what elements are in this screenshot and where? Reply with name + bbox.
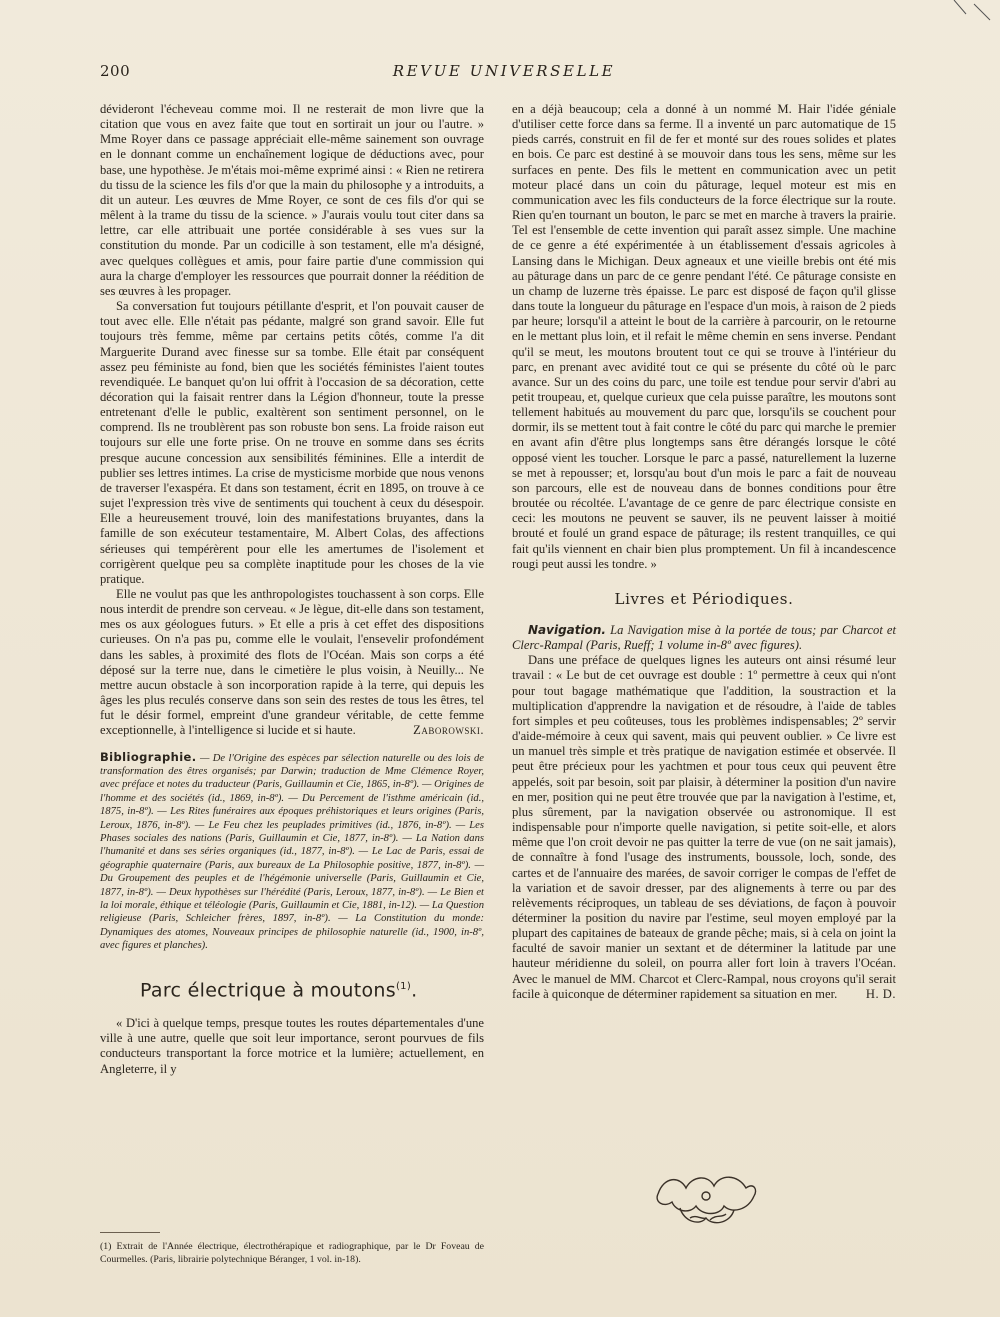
article-title: Parc électrique à moutons$^{(1)}$. [140, 978, 418, 1001]
review-heading: Navigation. [528, 623, 606, 637]
paragraph: dévideront l'écheveau comme moi. Il ne resterait de mon livre que la citation que vous en avez faite que tout en sortirait un jour ou l'autre. » Mme Royer dans ce passage appréciait elle-même sainement son ouvrage en le donnant comme un enchaînement logique de déductions avec, pour base, une hypothèse. Je m'étais moi-même exprimé ainsi : « Rien ne retirera du tissu de la science les fils d'or que la main du philosophe y a introduits, a dit un auteur. Les œuvres de Mme Royer, ce sont de ces fils d'or qui se mêlent à la trame du tissu de la science. » J'aurais voulu tout citer dans sa lettre, car elle attribuait une portée considérable à ses vues sur la constitution du monde. Par un codicille à son testament, elle m'a désigné, avec quelques collègues et amis, pour faire partie d'une commission qui aura la charge d'employer les ressources que pourrait donner la réédition de ses œuvres à les propager. [100, 102, 484, 298]
corner-mark-icon [952, 0, 992, 28]
journal-title: REVUE UNIVERSELLE [392, 62, 616, 80]
footnote-rule [100, 1232, 160, 1233]
left-column [100, 102, 484, 1077]
footnote-ref: (1) [395, 980, 412, 992]
paragraph: « D'ici à quelque temps, presque toutes les routes départementales d'une ville à une autre, quelle que soit leur importance, seront pourvues de fils conducteurs transportant la force motrice et la lumière; actuellement, en Angleterre, il y [100, 1016, 484, 1076]
paragraph-text: Dans une préface de quelques lignes les auteurs ont ainsi résumé leur travail : « Le but de cet ouvrage est double : 1º permettre à ceux qui n'ont pour tout bagage mathématique que l'addition, la soustraction et la multiplication d'apprendre la navigation et de résoudre, à l'aide de tables fort simples et peu coûteuses, tous les problèmes indispensables; 2º servir d'aide-mémoire à ceux qui savent, mais qui peuvent oublier. » Ce livre est un manuel très simple et très pratique de navigation estimée et observée. Il peut être précieux pour les yachtmen et pour tous ceux qui peuvent être appelés, soit par besoin, soit par plaisir, à déterminer la position d'un navire en mer, position qui ne peut être trouvée que par la navigation à l'estime, et, plus sûrement, par la navigation observée ou astronomique. Il est indispensable pour n'importe quelle navigation, si petite soit-elle, et alors même que l'on croit devoir ne pas quitter la terre de vue (on ne sait jamais), de connaître à fond l'usage des instruments, boussole, loch, sonde, des cartes et de l'annuaire des marées, de savoir corriger le compas de l'effet de la variation et de savoir dresser, par des alignements à terre ou par des relèvements réciproques, un tableau de ses déviations, de façon à pouvoir déterminer la position du navire par l'estime, seul moyen employé par la plupart des capitaines de bateaux de grande pêche; mais, si à cela on joint la faculté de savoir manier un sextant et de déterminer la latitude par une hauteur méridienne du soleil, on pourra aller fort loin à travers l'Océan. Avec le manuel de MM. Charcot et Clerc-Rampal, nous croyons qu'il serait facile à quiconque de déterminer rapidement sa situation en mer. [512, 653, 896, 1001]
section-title: Livres et Périodiques. [614, 589, 794, 608]
bibliography-heading: Bibliographie. [100, 749, 197, 764]
running-header [100, 62, 908, 84]
author-signature: H. D. [865, 986, 896, 1001]
paragraph [100, 587, 484, 739]
review-lead [512, 623, 896, 653]
review-citation: La Navigation mise à la portée de tous; par Charcot et Clerc-Rampal (Paris, Rueff; 1 volume in-8º avec figures). [512, 623, 896, 653]
paragraph: en a déjà beaucoup; cela a donné à un nommé M. Hair l'idée géniale d'utiliser cette force dans sa ferme. Il a inventé un parc automatique de 15 pieds carrés, construit en fil de fer et monté sur des roues solides et plates en bois. Ce parc est destiné à se mouvoir dans tous les sens, même sur les surfaces en pente. Des fils le mettent en communication avec un petit moteur placé dans un coin du pâturage, lequel moteur est mis en communication avec les fils conducteurs de la force électrique sur la route. Rien qu'en tournant un bouton, le parc se met en marche à travers la prairie. Tel est l'ensemble de cette invention qui paraît assez simple. Une machine de ce genre a été expérimentée à un établissement d'essais agricoles à Lansing dans le Michigan. Deux agneaux et une vieille brebis ont été mis au pâturage dans un parc de ce genre pendant l'été. Ce pâturage consiste en un champ de luzerne très épaisse. Le parc est disposé de façon qu'il glisse dans toute la longueur du pâturage en l'espace d'un mois, à raison de 2 pieds par heure; lorsqu'il a atteint le bout de la carrière à parcourir, on le retourne en le mettant plus loin, et il refait le même chemin en sens inverse. Pendant qu'il se meut, les moutons broutent tout ce qui se trouve à l'intérieur du parc, en prenant avec avidité tout ce qui se présente du côté où le parc avance. Sur un des coins du parc, une toile est tendue pour servir d'abri au petit troupeau, et, quelque curieux que cela puisse paraître, les moutons sont tellement habitués au mouvement du parc que, lorsqu'ils se couchent pour dormir, ils se mettent tout à fait contre le côté du parc qui marche le premier en avant afin d'être plus longtemps sans être dérangés lorsque le côté opposé vient les toucher. Lorsque le parc a passé, naturellement la luzerne se met à repousser; et, lorsqu'au bout d'un mois le parc a fait de nouveau son parcours, elle est de nouveau dans de bonnes conditions pour être broutée ou récoltée. L'avantage de ce genre de parc électrique consiste en ceci: les moutons ne peuvent se sauver, ils ne peuvent laisser à moitié brouté et foulé un grand espace de pâturage; ils restent tranquilles, ce qui fait qu'ils viennent en chair bien plus promptement. Un fil à incandescence rougi peut aussi les tondre. » [512, 102, 896, 571]
paragraph-text: Elle ne voulut pas que les anthropologistes touchassent à son corps. Elle nous interdit de prendre son cerveau. « Je lègue, dit-elle dans son testament, mes os aux géologues futurs. » Et elle a pris à cet effet des dispositions curieuses. On n'a pas pu, comme elle le voulait, l'ensevelir profondément dans les sables, à proximité des flots de l'Océan. Mais son corps a été déposé sur la terre nue, dans le cimetière le plus voisin, à Neuilly... Ne mettre aucun obstacle à son incorporation rapide à la terre, qui depuis les âges les plus reculés conserve dans son sein des restes de tous les êtres, tel fut le désir formel, empreint d'une grandeur véritable, de cette femme exceptionnelle, à l'intelligence si lucide et si haute. [100, 587, 484, 738]
paragraph [512, 653, 896, 1002]
bibliography-text: — De l'Origine des espèces par sélection naturelle ou des lois de transformation des êtres organisés; par Darwin; traduction de Mme Clémence Royer, avec préface et notes du traducteur (Paris, Guillaumin et Cie, 1865, in-8º). — Origines de l'homme et des sociétés (id., 1869, in-8º). — Du Percement de l'isthme américain (id., 1875, in-8º). — Les Rites funéraires aux époques préhistoriques et leurs origines (Paris, Leroux, 1876, in-8º). — Le Feu chez les peuplades primitives (id., 1876, in-8º). — Les Phases sociales des nations (Paris, Guillaumin et Cie, 1877, in-8º). — La Nation dans l'humanité et dans ses séries organiques (id., 1877, in-8º). — Le Lac de Paris, essai de géographie quaternaire (Paris, aux bureaux de La Philosophie positive, 1877, in-8º). — Du Groupement des peuples et de l'hégémonie universelle (Paris, Guillaumin et Cie, 1877, in-8º). — Deux hypothèses sur l'hérédité (Paris, Leroux, 1877, in-8º). — Le Bien et la loi morale, éthique et téléologie (Paris, Guillaumin et Cie, 1881, in-12). — La Question religieuse (Paris, Schleicher frères, 1897, in-8º). — La Constitution du monde: Dynamiques des atomes, Nouveaux principes de philosophie naturelle (id., 1900, in-8º, avec figures et planches). [100, 752, 484, 952]
fleuron-ornament-icon [650, 1168, 762, 1232]
footnote: (1) Extrait de l'Année électrique, électrothérapique et radiographique, par le Dr Foveau de Courmelles. (Paris, librairie polytechnique Béranger, 1 vol. in-18). [100, 1241, 484, 1265]
page-number: 200 [100, 62, 131, 80]
author-signature: Zaborowski. [413, 723, 484, 738]
paragraph: Sa conversation fut toujours pétillante d'esprit, et l'on pouvait causer de tout avec elle. Elle n'était pas pédante, malgré son grand savoir. Elle fut toujours très femme, même par certains petits côtés, comme l'a dit Marguerite Durand avec finesse sur sa tombe. Elle était par conséquent assez peu féministe au fond, bien que les sociétés féministes l'aient toutes revendiquée. Le banquet qu'on lui offrit à l'occasion de sa décoration, cette décoration qui la faisait rentrer dans la Légion d'honneur, toute la presse entretenant d'elle le public, exaltèrent son sentiment personnel, on le comprend. Ils ne troublèrent pas son robuste bon sens. La froide raison eut toujours sur elle une forte prise. On ne trouve en somme dans ses écrits presque aucune concession aux sensibilités féminines. Elle a interdit de publier ses lettres intimes. La crise de mysticisme morbide que nous venons de traverser l'exaspéra. Et dans son testament, écrit en 1895, on trouve à ce sujet l'expression très vive de sentiments qui touchent à ceux du désespoir. Elle a heureusement trouvé, loin des manifestations bruyantes, dans la famille de son exécuteur testamentaire, M. Albert Colas, des affections sérieuses qui tempérèrent pour elle les amertumes de l'isolement et corrigèrent quelque peu sa complète inaptitude pour les choses de la vie pratique. [100, 299, 484, 586]
bibliography [100, 751, 484, 953]
article-title-text: Parc électrique à moutons [140, 978, 396, 1001]
right-column [512, 102, 896, 1002]
